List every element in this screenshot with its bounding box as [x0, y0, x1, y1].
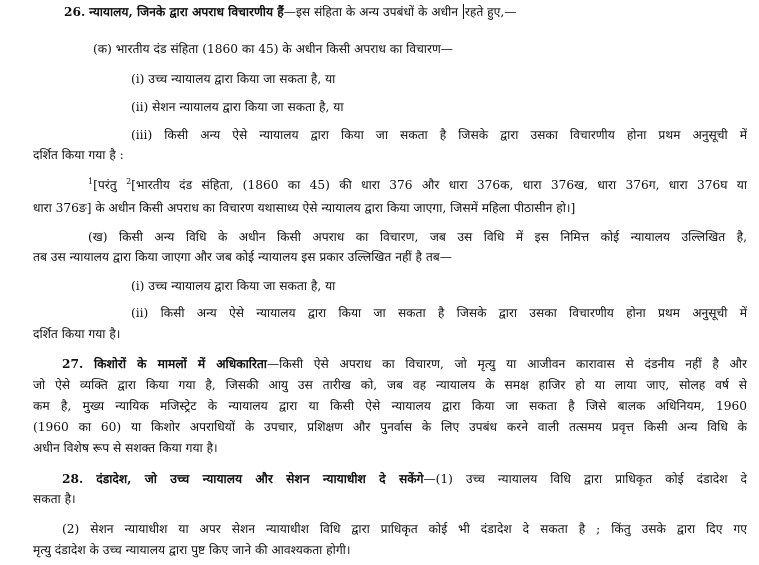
section-26-proviso-line-2: धारा 376ङ] के अधीन किसी अपराध का विचारण यथासाध्य ऐसे न्यायालय द्वारा किया जाएगा, जिसमें महिला पीठासीन हो।] — [33, 201, 576, 215]
footnote-marker-1: 1 — [88, 177, 94, 186]
section-26-clause-b-line-2: तब उस न्यायालय द्वारा किया जाएगा और जब कोई न्यायालय इस प्रकार उल्लिखित नहीं है तब— — [33, 250, 452, 264]
section-26-b-ii-line-2: दर्शित किया गया है। — [33, 327, 121, 341]
section-27-title: किशोरों के मामलों में अधिकारिता — [93, 357, 267, 371]
section-26-a-ii: (ii) सेशन न्यायालय द्वारा किया जा सकता है, या — [131, 100, 344, 114]
section-28-p2-line-1: (2) सेशन न्यायाधीश या अपर सेशन न्यायाधीश विधि द्वारा प्राधिकृत कोई भी दंडादेश दे सकता है ; किंतु उसके द्वारा दिए गए — [62, 522, 747, 536]
section-26-text-b: रहते हुए,— — [464, 5, 517, 19]
section-26-title: न्यायालय, जिनके द्वारा अपराध विचारणीय हैं — [89, 5, 284, 19]
section-27-line-1 — [62, 356, 747, 372]
section-26-number: 26. — [64, 5, 86, 19]
section-27-text-1: —किसी ऐसे अपराध का विचारण, जो मृत्यु या आजीवन कारावास से दंडनीय नहीं है और — [266, 357, 747, 371]
section-27-number: 27. — [62, 357, 84, 371]
section-28-title: दंडादेश, जो उच्च न्यायालय और सेशन न्यायाधीश दे सकेंगे — [96, 472, 424, 486]
section-27-line-2: जो ऐसे व्यक्ति द्वारा किया गया है, जिसकी आयु उस तारीख को, जब वह न्यायालय के समक्ष हाजिर हो या लाया जाए, सोलह वर्ष से — [33, 378, 747, 392]
proviso-open: [परंतु — [93, 178, 127, 192]
section-28-line-1 — [62, 471, 747, 487]
footnote-marker-2: 2 — [126, 177, 132, 186]
section-28-line-2: सकता है। — [33, 492, 76, 506]
section-26-clause-b-line-1: (ख) किसी अन्य विधि के अधीन किसी अपराध का विचारण, जब उस विधि में इस निमित्त कोई न्यायालय उल्लिखित है, — [88, 230, 747, 244]
section-27-line-5: अधीन विशेष रूप से सशक्त किया गया है। — [33, 441, 218, 455]
section-28-p2-line-2: मृत्यु दंडादेश के उच्च न्यायालय द्वारा पुष्ट किए जाने की आवश्यकता होगी। — [33, 543, 351, 557]
section-26-heading — [64, 4, 516, 20]
section-26-proviso-line-1 — [88, 177, 747, 193]
section-26-a-iii-line-2: दर्शित किया गया है : — [33, 148, 124, 162]
section-26-b-ii-line-1: (ii) किसी अन्य ऐसे न्यायालय द्वारा किया जा सकता है जिसके द्वारा उसका विचारणीय होना प्रथम अनुसूची में — [131, 306, 747, 320]
section-28-text-1: —(1) उच्च न्यायालय विधि द्वारा प्राधिकृत कोई दंडादेश दे — [423, 472, 748, 486]
section-26-a-i: (i) उच्च न्यायालय द्वारा किया जा सकता है, या — [131, 72, 336, 86]
section-26-text-a: —इस संहिता के अन्य उपबंधों के अधीन — [283, 5, 462, 19]
proviso-text-1: [भारतीय दंड संहिता, (1860 का 45) की धारा 376 और धारा 376क, धारा 376ख, धारा 376ग, धारा 376घ या — [131, 178, 747, 192]
section-26-a-iii-line-1: (iii) किसी अन्य ऐसे न्यायालय द्वारा किया जा सकता है जिसके द्वारा उसका विचारणीय होना प्रथम अनुसूची में — [131, 128, 747, 142]
section-26-b-i: (i) उच्च न्यायालय द्वारा किया जा सकता है, या — [131, 279, 336, 293]
section-27-line-4: (1960 का 60) या किशोर अपराधियों के उपचार, प्रशिक्षण और पुनर्वास के लिए उपबंध करने वाली तत्समय प्रवृत्त किसी अन्य विधि के — [33, 420, 747, 434]
section-27-line-3: कम है, मुख्य न्यायिक मजिस्ट्रेट के न्यायालय द्वारा या किसी ऐसे न्यायालय द्वारा किया जा सकता है जिसे बालक अधिनियम, 1960 — [33, 399, 747, 413]
text-cursor — [463, 4, 464, 19]
section-26-clause-a: (क) भारतीय दंड संहिता (1860 का 45) के अधीन किसी अपराध का विचारण— — [93, 42, 453, 56]
section-28-number: 28. — [62, 472, 84, 486]
